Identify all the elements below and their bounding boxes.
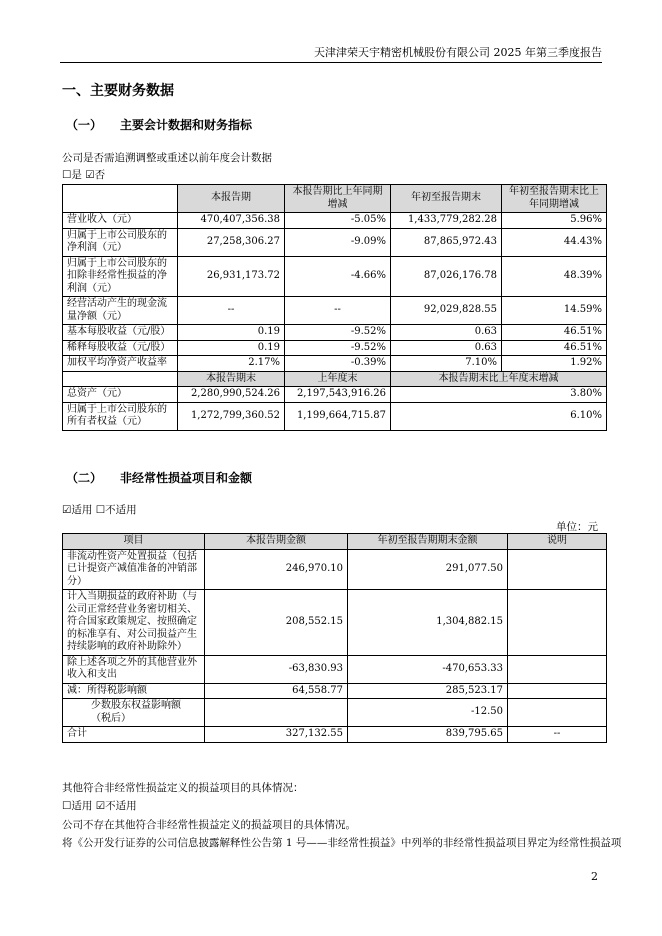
table-header-row: [63, 534, 607, 550]
header-cell: 本报告期末比上年度末增减: [391, 371, 607, 387]
cell-value: 92,029,828.55: [391, 297, 502, 325]
apply-options[interactable]: ☑适用 ☐不适用: [62, 504, 137, 516]
cell-value: --: [285, 297, 391, 325]
cell-value: 1,304,882.15: [348, 590, 508, 656]
cell-value: 46.51%: [502, 340, 607, 356]
section-title: 一、主要财务数据: [62, 83, 174, 99]
no-other-items-text: 公司不存在其他符合非经常性损益定义的损益项目的具体情况。: [62, 819, 356, 831]
retro-options[interactable]: ☐是 ☑否: [62, 169, 106, 181]
row-label: 总资产（元）: [63, 387, 178, 403]
non-recurring-table: [62, 533, 607, 743]
table-row: [63, 340, 607, 356]
cell-note: [508, 655, 607, 683]
table-subheader-row: [63, 371, 607, 387]
header-cell: [63, 185, 178, 213]
header-cell: 本报告期: [178, 185, 285, 213]
row-label: 计入当期损益的政府补助（与公司正常经营业务密切相关、符合国家政策规定、按照确定的标准享有、对公司损益产生持续影响的政府补助除外）: [63, 590, 205, 656]
header-cell: 本报告期比上年同期增减: [285, 185, 391, 213]
cell-value: -12.50: [348, 699, 508, 727]
subsection-number: （一）: [66, 118, 103, 132]
header-divider: [60, 62, 602, 63]
cell-value: 64,558.77: [205, 683, 348, 699]
page-header: 天津津荣天宇精密机械股份有限公司 2025 年第三季度报告: [314, 46, 602, 59]
cell-value: -470,653.33: [348, 655, 508, 683]
table-row: [63, 549, 607, 590]
table-row: [63, 590, 607, 656]
table-row: [63, 699, 607, 727]
subsection-label: 非经常性损益项目和金额: [120, 471, 253, 485]
cell-value: [205, 699, 348, 727]
cell-value: 5.96%: [502, 213, 607, 229]
cell-value: 14.59%: [502, 297, 607, 325]
other-items-text: 其他符合非经常性损益定义的损益项目的具体情况：: [62, 782, 304, 794]
cell-value: 26,931,173.72: [178, 256, 285, 297]
table-row: [63, 213, 607, 229]
cell-value: -9.09%: [285, 228, 391, 256]
table-row: [63, 683, 607, 699]
cell-value: 2,197,543,916.26: [285, 387, 391, 403]
cell-value: 285,523.17: [348, 683, 508, 699]
cell-note: --: [508, 727, 607, 743]
cell-value: 3.80%: [391, 387, 607, 403]
row-label: 基本每股收益（元/股）: [63, 325, 178, 341]
cell-value: 44.43%: [502, 228, 607, 256]
cell-value: 0.19: [178, 340, 285, 356]
cell-value: 87,865,972.43: [391, 228, 502, 256]
row-label: 除上述各项之外的其他营业外收入和支出: [63, 655, 205, 683]
cell-value: 1.92%: [502, 356, 607, 372]
cell-value: 7.10%: [391, 356, 502, 372]
cell-value: -4.66%: [285, 256, 391, 297]
cell-value: 6.10%: [391, 402, 607, 430]
cell-value: 0.19: [178, 325, 285, 341]
row-label: 归属于上市公司股东的扣除非经常性损益的净利润（元）: [63, 256, 178, 297]
row-label: 经营活动产生的现金流量净额（元）: [63, 297, 178, 325]
cell-value: 470,407,356.38: [178, 213, 285, 229]
cell-value: -0.39%: [285, 356, 391, 372]
cell-value: 246,970.10: [205, 549, 348, 590]
table-row: [63, 297, 607, 325]
table-header-row: [63, 185, 607, 213]
financial-data-table: [62, 184, 607, 431]
subsection-number: （二）: [66, 471, 103, 485]
unit-label: 单位：元: [556, 521, 598, 533]
cell-value: 87,026,176.78: [391, 256, 502, 297]
cell-value: 839,795.65: [348, 727, 508, 743]
cell-value: 48.39%: [502, 256, 607, 297]
subsection-title-1: [66, 116, 252, 133]
other-options[interactable]: ☐适用 ☑不适用: [62, 800, 137, 812]
header-cell: [63, 371, 178, 387]
row-label: 归属于上市公司股东的净利润（元）: [63, 228, 178, 256]
cell-note: [508, 590, 607, 656]
cell-value: 327,132.55: [205, 727, 348, 743]
header-cell: 年初至报告期期末金额: [348, 534, 508, 550]
header-cell: 上年度末: [285, 371, 391, 387]
cell-value: 1,199,664,715.87: [285, 402, 391, 430]
cell-value: 291,077.50: [348, 549, 508, 590]
table-row: [63, 228, 607, 256]
row-label: 少数股东权益影响额（税后）: [63, 699, 205, 727]
cell-value: 0.63: [391, 325, 502, 341]
cell-value: 27,258,306.27: [178, 228, 285, 256]
cell-value: 208,552.15: [205, 590, 348, 656]
table-row: [63, 387, 607, 403]
table-row: [63, 402, 607, 430]
subsection-title-2: [66, 469, 252, 486]
cell-note: [508, 549, 607, 590]
cell-value: 0.63: [391, 340, 502, 356]
cell-value: -9.52%: [285, 340, 391, 356]
cell-value: 2.17%: [178, 356, 285, 372]
row-label: 加权平均净资产收益率: [63, 356, 178, 372]
retro-question: 公司是否需追溯调整或重述以前年度会计数据: [62, 152, 272, 164]
cell-value: 1,272,799,360.52: [178, 402, 285, 430]
cell-value: -63,830.93: [205, 655, 348, 683]
row-label: 非流动性资产处置损益（包括已计提资产减值准备的冲销部分）: [63, 549, 205, 590]
header-cell: 本报告期金额: [205, 534, 348, 550]
row-label: 减：所得税影响额: [63, 683, 205, 699]
cell-note: [508, 699, 607, 727]
header-cell: 项目: [63, 534, 205, 550]
cell-value: 1,433,779,282.28: [391, 213, 502, 229]
row-label: 归属于上市公司股东的所有者权益（元）: [63, 402, 178, 430]
cell-value: 46.51%: [502, 325, 607, 341]
table-total-row: [63, 727, 607, 743]
cell-value: -9.52%: [285, 325, 391, 341]
table-row: [63, 356, 607, 372]
classification-text: 将《公开发行证券的公司信息披露解释性公告第 1 号——非经常性损益》中列举的非经常性损益项目界定为经常性损益项: [62, 837, 622, 849]
header-cell: 年初至报告期末: [391, 185, 502, 213]
cell-note: [508, 683, 607, 699]
subsection-label: 主要会计数据和财务指标: [120, 118, 253, 132]
header-cell: 本报告期末: [178, 371, 285, 387]
header-cell: 说明: [508, 534, 607, 550]
cell-value: 2,280,990,524.26: [178, 387, 285, 403]
table-row: [63, 325, 607, 341]
cell-value: -5.05%: [285, 213, 391, 229]
page-number: 2: [591, 870, 598, 883]
table-row: [63, 256, 607, 297]
row-label: 合计: [63, 727, 205, 743]
header-cell: 年初至报告期末比上年同期增减: [502, 185, 607, 213]
cell-value: --: [178, 297, 285, 325]
row-label: 稀释每股收益（元/股）: [63, 340, 178, 356]
table-row: [63, 655, 607, 683]
row-label: 营业收入（元）: [63, 213, 178, 229]
